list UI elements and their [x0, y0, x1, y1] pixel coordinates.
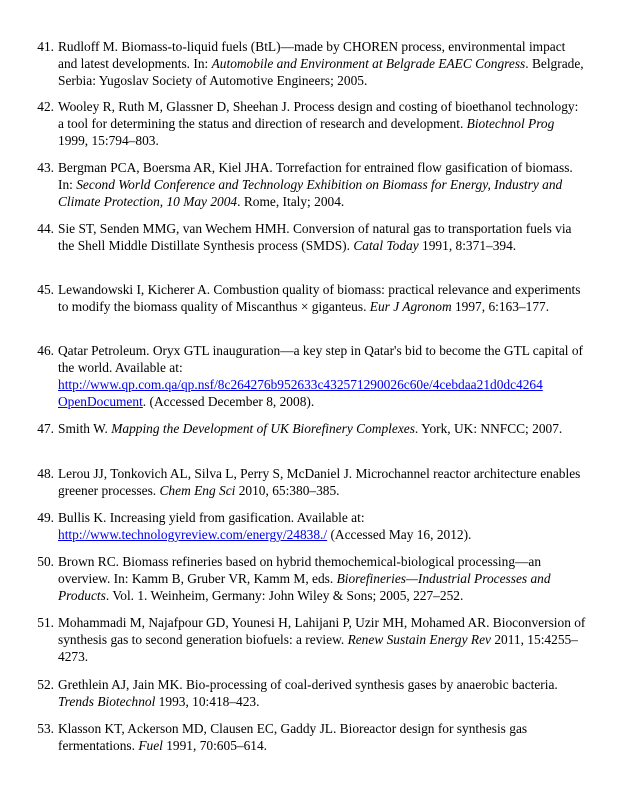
- reference-text: Lerou JJ, Tonkovich AL, Silva L, Perry S, McDaniel J. Microchannel reactor architecture enables greener processes. Chem Eng Sci 2010, 65:380–385.: [58, 466, 581, 498]
- reference-number: 44.: [37, 221, 54, 236]
- reference-item: [37, 465, 586, 499]
- reference-item: [37, 38, 586, 89]
- reference-item: [37, 98, 586, 149]
- reference-number: 42.: [37, 99, 54, 114]
- reference-item: [37, 720, 586, 754]
- reference-number: 51.: [37, 615, 54, 630]
- reference-access-note: . (Accessed December 8, 2008).: [142, 394, 315, 409]
- reference-number: 50.: [37, 554, 54, 569]
- reference-number: 45.: [37, 282, 54, 297]
- reference-number: 52.: [37, 677, 54, 692]
- reference-text: Qatar Petroleum. Oryx GTL inauguration—a key step in Qatar's bid to become the GTL capital of the world. Available at:: [58, 343, 583, 375]
- reference-text: Brown RC. Biomass refineries based on hybrid themochemical-biological processing—an overview. In: Kamm B, Gruber VR, Kamm M, eds. Biorefineries—Industrial Processes and Products. Vol. 1. Weinheim, Germany: John Wiley & Sons; 2005, 227–252.: [58, 554, 551, 603]
- reference-number: 53.: [37, 721, 54, 736]
- reference-number: 43.: [37, 160, 54, 175]
- reference-text: Klasson KT, Ackerson MD, Clausen EC, Gaddy JL. Bioreactor design for synthesis gas fermentations. Fuel 1991, 70:605–614.: [58, 721, 528, 753]
- reference-url-link[interactable]: http://www.technologyreview.com/energy/24838./: [58, 527, 328, 542]
- reference-item: [37, 159, 586, 210]
- reference-text: Wooley R, Ruth M, Glassner D, Sheehan J. Process design and costing of bioethanol technology: a tool for determining the status and direction of research and development. Biotechnol Prog 1999, 15:794–803.: [58, 99, 579, 148]
- reference-item: [37, 342, 586, 410]
- reference-url-link[interactable]: http://www.qp.com.qa/qp.nsf/8c264276b952633c432571290026c60e/4cebdaa21d0dc4264: [58, 377, 543, 392]
- reference-number: 46.: [37, 343, 54, 358]
- reference-text: Lewandowski I, Kicherer A. Combustion quality of biomass: practical relevance and experiments to modify the biomass quality of Miscanthus × giganteus. Eur J Agronom 1997, 6:163–177.: [58, 282, 581, 314]
- reference-item: [37, 281, 586, 315]
- reference-access-note: (Accessed May 16, 2012).: [327, 527, 472, 542]
- reference-text: Sie ST, Senden MMG, van Wechem HMH. Conversion of natural gas to transportation fuels via the Shell Middle Distillate Synthesis process (SMDS). Catal Today 1991, 8:371–394.: [58, 221, 572, 253]
- reference-item: [37, 676, 586, 710]
- reference-text: Rudloff M. Biomass-to-liquid fuels (BtL)—made by CHOREN process, environmental impact and latest developments. In: Automobile and Environment at Belgrade EAEC Congress. Belgrade, Serbia: Yugoslav Society of Automotive Engineers; 2005.: [58, 39, 584, 88]
- reference-item: [37, 553, 586, 604]
- reference-text: Smith W. Mapping the Development of UK Biorefinery Complexes. York, UK: NNFCC; 2007.: [58, 421, 563, 436]
- reference-item: [37, 509, 586, 543]
- reference-number: 48.: [37, 466, 54, 481]
- reference-item: [37, 420, 586, 437]
- reference-text: Bullis K. Increasing yield from gasification. Available at:: [58, 510, 365, 525]
- reference-text: Mohammadi M, Najafpour GD, Younesi H, Lahijani P, Uzir MH, Mohamed AR. Bioconversion of synthesis gas to second generation biofuels: a review. Renew Sustain Energy Rev 2011, 15:4255–4273.: [58, 615, 586, 664]
- reference-number: 47.: [37, 421, 54, 436]
- reference-url-link-continued[interactable]: OpenDocument: [58, 394, 143, 409]
- reference-item: [37, 614, 586, 665]
- reference-number: 41.: [37, 39, 54, 54]
- reference-text: Bergman PCA, Boersma AR, Kiel JHA. Torrefaction for entrained flow gasification of biomass. In: Second World Conference and Technology Exhibition on Biomass for Energy, Industry and Climate Protection, 10 May 2004. Rome, Italy; 2004.: [58, 160, 573, 209]
- reference-text: Grethlein AJ, Jain MK. Bio-processing of coal-derived synthesis gases by anaerobic bacteria. Trends Biotechnol 1993, 10:418–423.: [58, 677, 558, 709]
- reference-item: [37, 220, 586, 254]
- reference-number: 49.: [37, 510, 54, 525]
